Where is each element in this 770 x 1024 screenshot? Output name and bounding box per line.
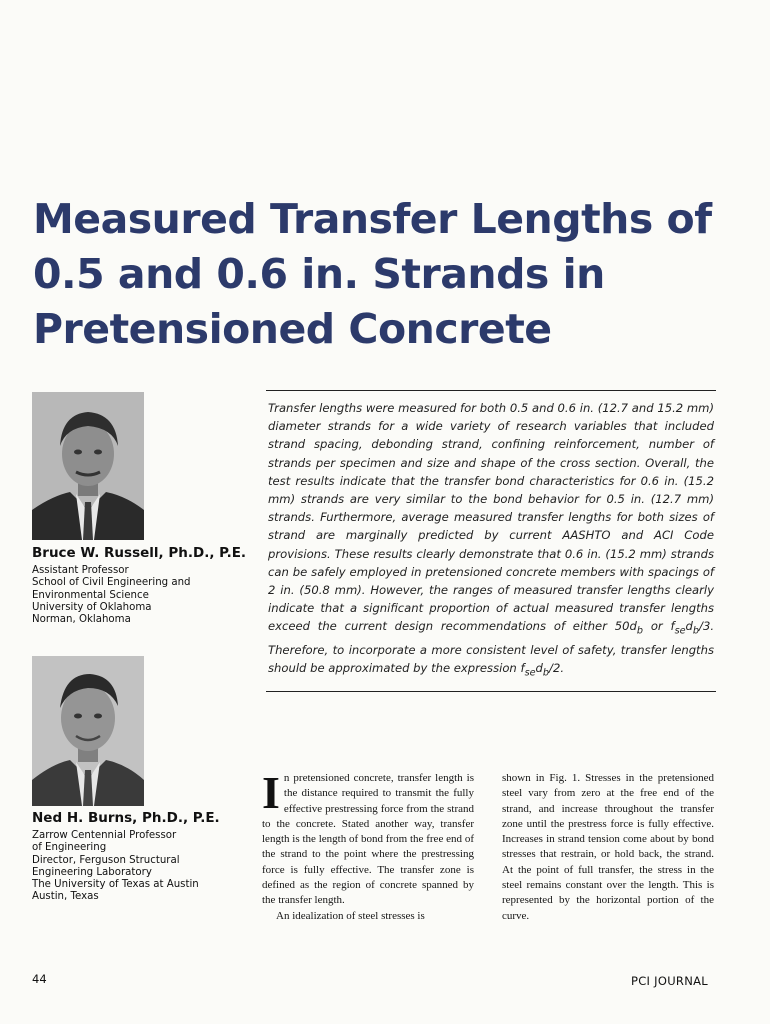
expr-subscript: b: [692, 625, 700, 637]
expr-term: f: [520, 661, 525, 676]
author-affiliation: [32, 830, 242, 904]
affiliation-line: Zarrow Centennial Professor: [32, 830, 177, 841]
title-line-2: 0.5 and 0.6 in. Strands in: [33, 250, 605, 298]
body-text: [262, 767, 714, 924]
author-name: Bruce W. Russell, Ph.D., P.E.: [32, 545, 247, 561]
title-line-1: Measured Transfer Lengths of: [33, 195, 712, 243]
affiliation-line: Engineering Laboratory: [32, 866, 152, 878]
abstract-text: Transfer lengths were measured for both 0.5 and 0.6 in. (12.7 and 15.2 mm) diameter strands for a wide variety of research variables that included strand spacing, debonding strand, confining reinforcement, number of strands per specimen and size and shape of the cross section. Overall, the test results indicate that the transfer bond characteristics for 0.6 in. (15.2 mm) strands are very similar to the bond behavior for 0.5 in. (12.7 mm) strands. Furthermore, average measured transfer lengths for both sizes of strand are marginally predicted by current AASHTO and ACI Code provisions. These results clearly demonstrate that 0.6 in. (15.2 mm) strands can be safely employed in pretensioned concrete members with spacings of 2 in. (50.8 mm). However, the ranges of measured transfer lengths clearly indicate that a significant proportion of actual measured transfer lengths exceed the current design recommendations of either: [268, 401, 714, 634]
drop-cap: I: [262, 767, 280, 818]
affiliation-line: Assistant Professor: [32, 565, 129, 576]
author-photo-burns: [32, 656, 144, 806]
expr-subscript: se: [674, 625, 686, 637]
expr-term: d: [535, 661, 543, 676]
author-block-russell: [32, 545, 247, 626]
expr-term: or f: [643, 619, 675, 634]
paragraph-text: n pretensioned concrete, transfer length is the distance required to transmit the fully effective prestressing force from the strand to the concrete. Stated another way, transfer length is the length of bond from the free end of the strand to the point where the prestressing force is fully effective. The transfer zone is defined as the region of concrete spanned by the transfer length.: [262, 772, 474, 907]
expr-subscript: b: [636, 625, 644, 637]
body-paragraph: An idealization of steel stresses is: [276, 909, 425, 922]
body-column-1: [262, 767, 474, 924]
affiliation-line: Director, Ferguson Structural: [32, 854, 180, 866]
author-photo-russell: [32, 392, 144, 540]
body-paragraph: shown in Fig. 1. Stresses in the pretensioned steel vary from zero at the free end of the strand, and increase throughout the transfer zone until the prestress force is fully effective. Increases in strand tension come about by bond stresses that restrain, or hold back, the strand. At the point of full transfer, the stress in the steel remains constant over the length. This is represented by the horizontal portion of the curve.: [502, 772, 714, 922]
author-name: Ned H. Burns, Ph.D., P.E.: [32, 810, 220, 826]
affiliation-line: Austin, Texas: [32, 891, 99, 903]
body-column-2: [502, 771, 714, 924]
affiliation-line: Norman, Oklahoma: [32, 614, 131, 626]
page-number: 44: [32, 972, 47, 986]
expr-term: /2.: [549, 661, 565, 676]
affiliation-line: University of Oklahoma: [32, 601, 152, 613]
affiliation-line: The University of Texas at Austin: [32, 879, 199, 891]
body-paragraph: [262, 767, 474, 909]
expr-term: d: [685, 619, 693, 634]
article-title: [33, 192, 733, 357]
abstract: [266, 390, 716, 692]
title-line-3: Pretensioned Concrete: [33, 305, 552, 353]
abstract-text-tail: /3. Therefore, to incorporate a more consistent level of safety, transfer lengths should be approximated by the expression: [268, 619, 715, 676]
affiliation-line: School of Civil Engineering and: [32, 577, 191, 589]
journal-name: PCI JOURNAL: [630, 974, 708, 988]
affiliation-line: Environmental Science: [32, 589, 149, 601]
expr-subscript: se: [524, 667, 536, 679]
expr-term: 50d: [614, 619, 637, 634]
expr-subscript: b: [542, 667, 550, 679]
author-affiliation: [32, 565, 242, 626]
author-block-burns: [32, 810, 242, 904]
affiliation-line: of Engineering: [32, 842, 107, 854]
